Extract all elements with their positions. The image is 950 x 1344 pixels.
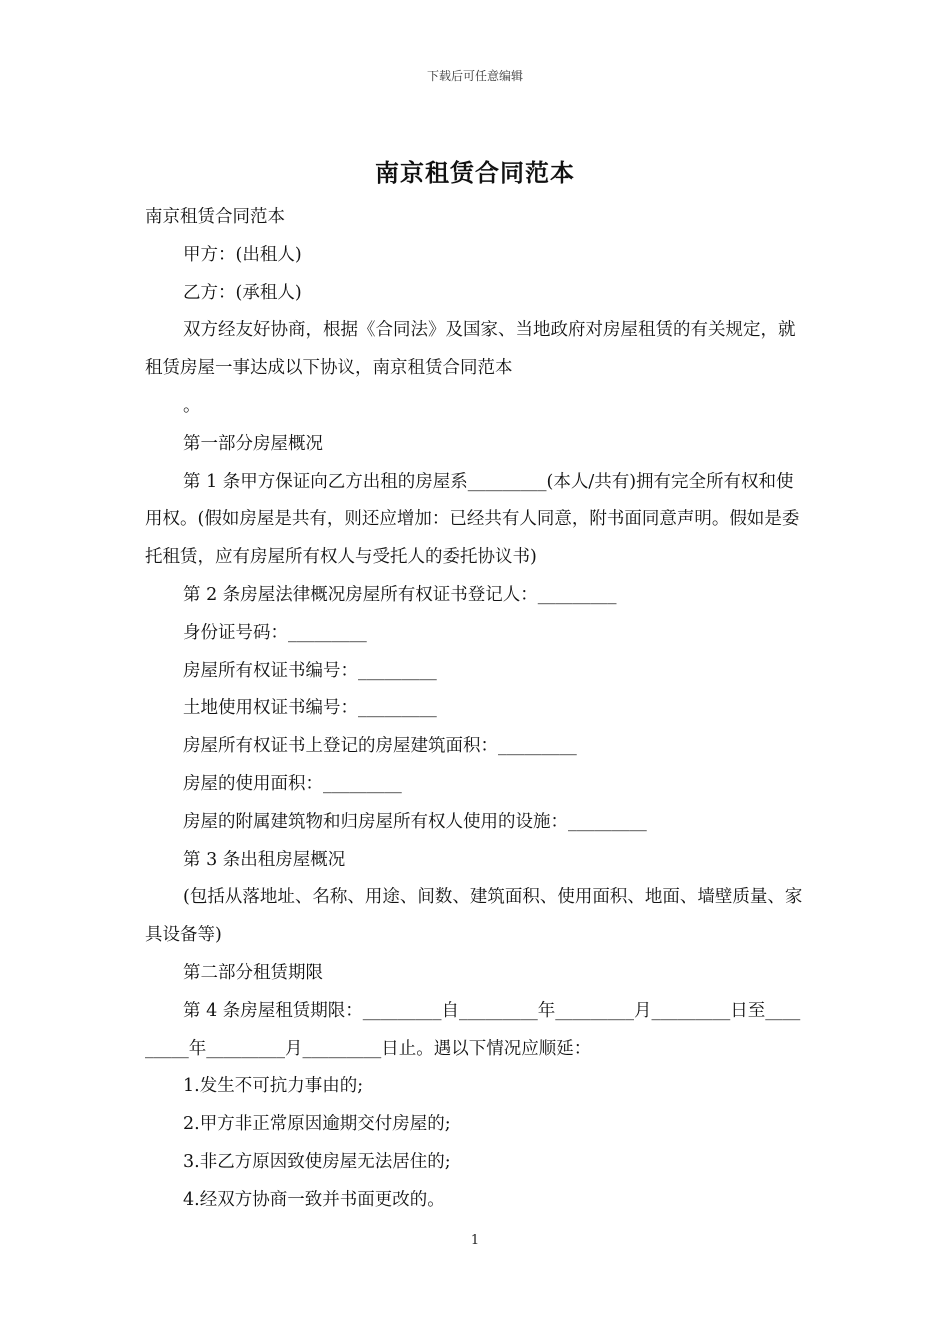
header-note: 下载后可任意编辑	[426, 69, 523, 83]
paragraph: 房屋所有权证书编号：_________	[183, 660, 437, 681]
page-number: 1	[470, 1233, 480, 1248]
section-heading: 第一部分房屋概况	[183, 433, 323, 454]
paragraph: 身份证号码：_________	[183, 622, 367, 643]
paragraph: 南京租赁合同范本	[145, 207, 285, 227]
paragraph: 第 2 条房屋法律概况房屋所有权证书登记人：_________	[183, 584, 617, 605]
paragraph: 土地使用权证书编号：_________	[183, 698, 437, 719]
paragraph: (包括从落地址、名称、用途、间数、建筑面积、使用面积、地面、墙壁质量、家具设备等)	[145, 887, 803, 946]
list-item: 3.非乙方原因致使房屋无法居住的;	[183, 1151, 451, 1172]
section-heading: 第二部分租赁期限	[183, 962, 323, 983]
document-title: 南京租赁合同范本	[375, 158, 575, 187]
paragraph: 房屋所有权证书上登记的房屋建筑面积：_________	[183, 736, 577, 757]
paragraph: 乙方：(承租人)	[183, 282, 302, 303]
document-body	[145, 199, 807, 1220]
paragraph: 房屋的使用面积：_________	[183, 773, 402, 794]
paragraph: 第 1 条甲方保证向乙方出租的房屋系_________(本人/共有)拥有完全所有权和使用权。(假如房屋是共有，则还应增加：已经共有人同意，附书面同意声明。假如是委托租赁，应有房屋所有权人与受托人的委托协议书)	[145, 471, 800, 568]
paragraph: 。	[183, 395, 201, 416]
paragraph: 第 3 条出租房屋概况	[183, 849, 346, 870]
paragraph: 房屋的附属建筑物和归房屋所有权人使用的设施：_________	[183, 811, 647, 832]
paragraph: 甲方：(出租人)	[183, 244, 302, 265]
paragraph: 第 4 条房屋租赁期限：_________自_________年_________月_________日至_________年_________月_________日止。遇以下情况应顺延：	[145, 1000, 801, 1059]
list-item: 1.发生不可抗力事由的;	[183, 1076, 364, 1097]
list-item: 2.甲方非正常原因逾期交付房屋的;	[183, 1114, 451, 1135]
list-item: 4.经双方协商一致并书面更改的。	[183, 1189, 445, 1210]
paragraph: 双方经友好协商，根据《合同法》及国家、当地政府对房屋租赁的有关规定，就租赁房屋一事达成以下协议，南京租赁合同范本	[145, 320, 796, 379]
